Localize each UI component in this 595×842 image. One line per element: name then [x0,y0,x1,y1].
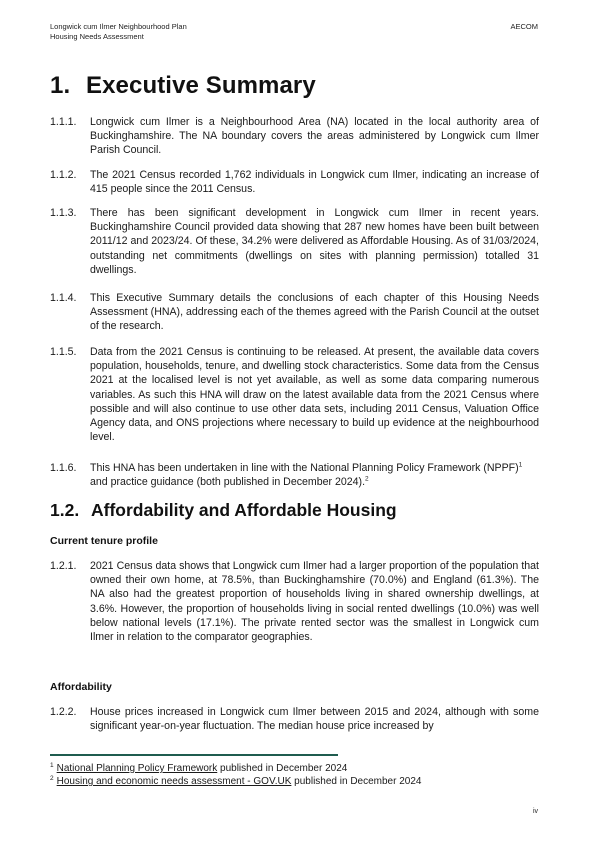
paragraph-text: Data from the 2021 Census is continuing to be released. At present, the available data covers population, households, tenure, and dwelling stock characteristics. Some data from the Census 2021 at the localised level is not yet available, as well as some data comparing numerous variables. As such this HNA will draw on the latest available data from the 2021 Census where possible and will also continue to use other data sets, including 2011 Census, Valuation Office Agency data, and ONS projections where necessary to build up evidence at the neighbourhood level. [90,346,539,444]
paragraph-text: The 2021 Census recorded 1,762 individuals in Longwick cum Ilmer, indicating an increase of 415 people since the 2011 Census. [90,169,539,196]
paragraph-text: Longwick cum Ilmer is a Neighbourhood Area (NA) located in the local authority area of Buckinghamshire. The NA boundary covers the areas administered by Longwick cum Ilmer Parish Council. [90,116,539,157]
paragraph-1-2-2 [50,705,539,733]
footnote-ref-1[interactable]: 1 [518,461,523,469]
paragraph-number: 1.1.1. [50,116,77,128]
header-report-title: Housing Needs Assessment [50,31,144,41]
paragraph-text: 2021 Census data shows that Longwick cum Ilmer had a larger proportion of the population that owned their own home, at 78.5%, than Buckinghamshire (70.0%) and England (61.3%). The NA also had the greatest proportion of households living in shared ownership dwellings, at 3.6%. However, the proportion of households living in social rented dwellings (10.0%) was well below national levels (17.1%). The private rented sector was the smallest in Longwick cum Ilmer in relation to the comparator geographies. [90,560,539,644]
paragraph-number: 1.1.4. [50,292,77,304]
paragraph-number: 1.1.5. [50,346,77,358]
section-number: 1. [50,72,71,99]
footnote-link-nppf[interactable]: National Planning Policy Framework [56,763,218,774]
subheading-current-tenure-profile: Current tenure profile [50,535,158,547]
paragraph-number: 1.1.2. [50,169,77,181]
paragraph-number: 1.1.6. [50,462,77,474]
footnote-2: $^2$ Housing and economic needs assessment - GOV.UK published in December 2024 [50,774,422,787]
footnote-link-gov-uk[interactable]: Housing and economic needs assessment - GOV.UK [56,776,292,787]
footnote-mark: 2 [50,774,54,782]
paragraph-number: 1.2.1. [50,560,77,572]
paragraph-text: House prices increased in Longwick cum Ilmer between 2015 and 2024, although with some significant year-on-year fluctuation. The median house price increased by [90,706,539,733]
paragraph-1-2-1 [50,559,539,644]
page-number: iv [532,808,538,815]
section-heading-affordability [50,500,397,521]
paragraph-1-1-4 [50,291,539,334]
running-header [50,22,187,41]
paragraph-1-1-5 [50,345,539,444]
footnote-divider [50,754,338,756]
footnote-1: $^1$ National Planning Policy Framework published in December 2024 [50,761,348,774]
paragraph-text: This Executive Summary details the conclusions of each chapter of this Housing Needs Assessment (HNA), addressing each of the themes agreed with the Parish Council at the outset of the research. [90,292,539,333]
section-title: Affordability and Affordable Housing [91,500,397,520]
paragraph-1-1-6 [50,461,539,489]
section-number: 1.2. [50,500,80,520]
paragraph-1-1-1 [50,115,539,158]
footnote-mark: 1 [50,761,54,769]
header-plan-title: Longwick cum Ilmer Neighbourhood Plan [50,22,187,31]
paragraph-1-1-3 [50,206,539,277]
footnote-ref-2[interactable]: 2 [365,475,369,483]
section-heading-executive-summary [50,72,316,100]
section-title: Executive Summary [86,72,316,99]
subheading-affordability: Affordability [50,681,112,693]
header-brand: AECOM [510,22,538,31]
paragraph-text: This HNA has been undertaken in line with the National Planning Policy Framework (NPPF)$^1$ and practice guidance (both published in December 2024).$^2$ [90,461,523,489]
paragraph-number: 1.2.2. [50,706,77,718]
paragraph-1-1-2 [50,168,539,196]
paragraph-number: 1.1.3. [50,207,77,219]
paragraph-text: There has been significant development in Longwick cum Ilmer in recent years. Buckinghamshire Council provided data showing that 287 new homes have been built between 2011/12 and 2023/24. Of these, 34.2% were delivered as Affordable Housing. As of 31/03/2024, outstanding net commitments (dwellings on sites with planning permission) totalled 31 dwellings. [90,207,539,276]
